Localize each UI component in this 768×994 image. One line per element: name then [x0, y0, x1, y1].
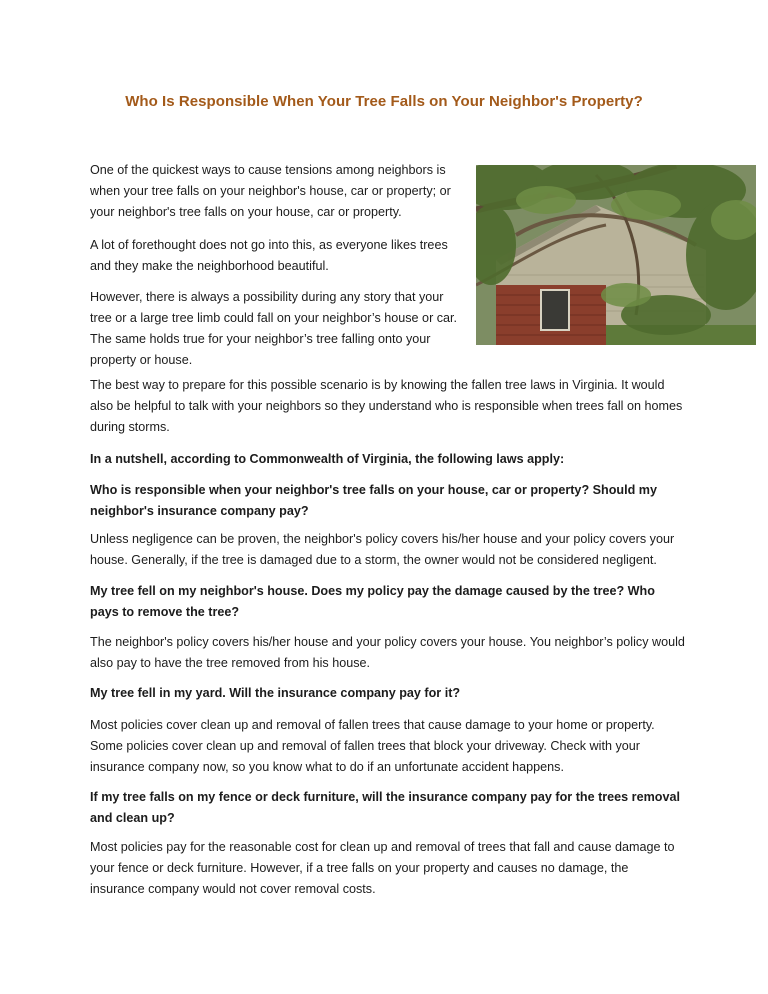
- answer-2: The neighbor's policy covers his/her house and your policy covers your house. You neighbor’s policy would also pay to have the tree removed from his house.: [90, 635, 685, 670]
- answer-1: Unless negligence can be proven, the neighbor's policy covers his/her house and your policy covers your house. Generally, if the tree is damaged due to a storm, the owner would not be considered negligent.: [90, 532, 675, 567]
- question-4: If my tree falls on my fence or deck furniture, will the insurance company pay for the trees removal and clean up?: [90, 790, 680, 825]
- intro-paragraph-3: However, there is always a possibility during any story that your tree or a large tree limb could fall on your neighbor’s house or car. The same holds true for your neighbor’s tree falling onto your property or house.: [90, 290, 458, 367]
- answer-3: Most policies cover clean up and removal of fallen trees that cause damage to your home or property. Some policies cover clean up and removal of fallen trees that block your driveway. Check with your insurance company now, so you know what to do if an unfortunate accident happens.: [90, 718, 655, 774]
- question-1: Who is responsible when your neighbor's tree falls on your house, car or property? Should my neighbor's insurance company pay?: [90, 483, 658, 518]
- page-title: Who Is Responsible When Your Tree Falls on Your Neighbor's Property?: [125, 93, 643, 110]
- prepare-paragraph: The best way to prepare for this possible scenario is by knowing the fallen tree laws in Virginia. It would also be helpful to talk with your neighbors so they understand who is responsible when trees fall on homes during storms.: [90, 378, 683, 434]
- laws-intro: In a nutshell, according to Commonwealth of Virginia, the following laws apply:: [90, 452, 565, 466]
- fallen-tree-photo: [476, 165, 756, 345]
- intro-paragraph-2: A lot of forethought does not go into this, as everyone likes trees and they make the neighborhood beautiful.: [90, 238, 448, 273]
- question-3: My tree fell in my yard. Will the insurance company pay for it?: [90, 686, 461, 700]
- fallen-tree-illustration: [476, 165, 756, 345]
- question-2: My tree fell on my neighbor's house. Does my policy pay the damage caused by the tree? Who pays to remove the tree?: [90, 584, 655, 619]
- intro-paragraph-1: One of the quickest ways to cause tensions among neighbors is when your tree falls on your neighbor's house, car or property; or your neighbor's tree falls on your house, car or property.: [90, 163, 451, 219]
- answer-4: Most policies pay for the reasonable cost for clean up and removal of trees that fall and cause damage to your fence or deck furniture. However, if a tree falls on your property and causes no damage, the insurance company would not cover removal costs.: [90, 840, 675, 896]
